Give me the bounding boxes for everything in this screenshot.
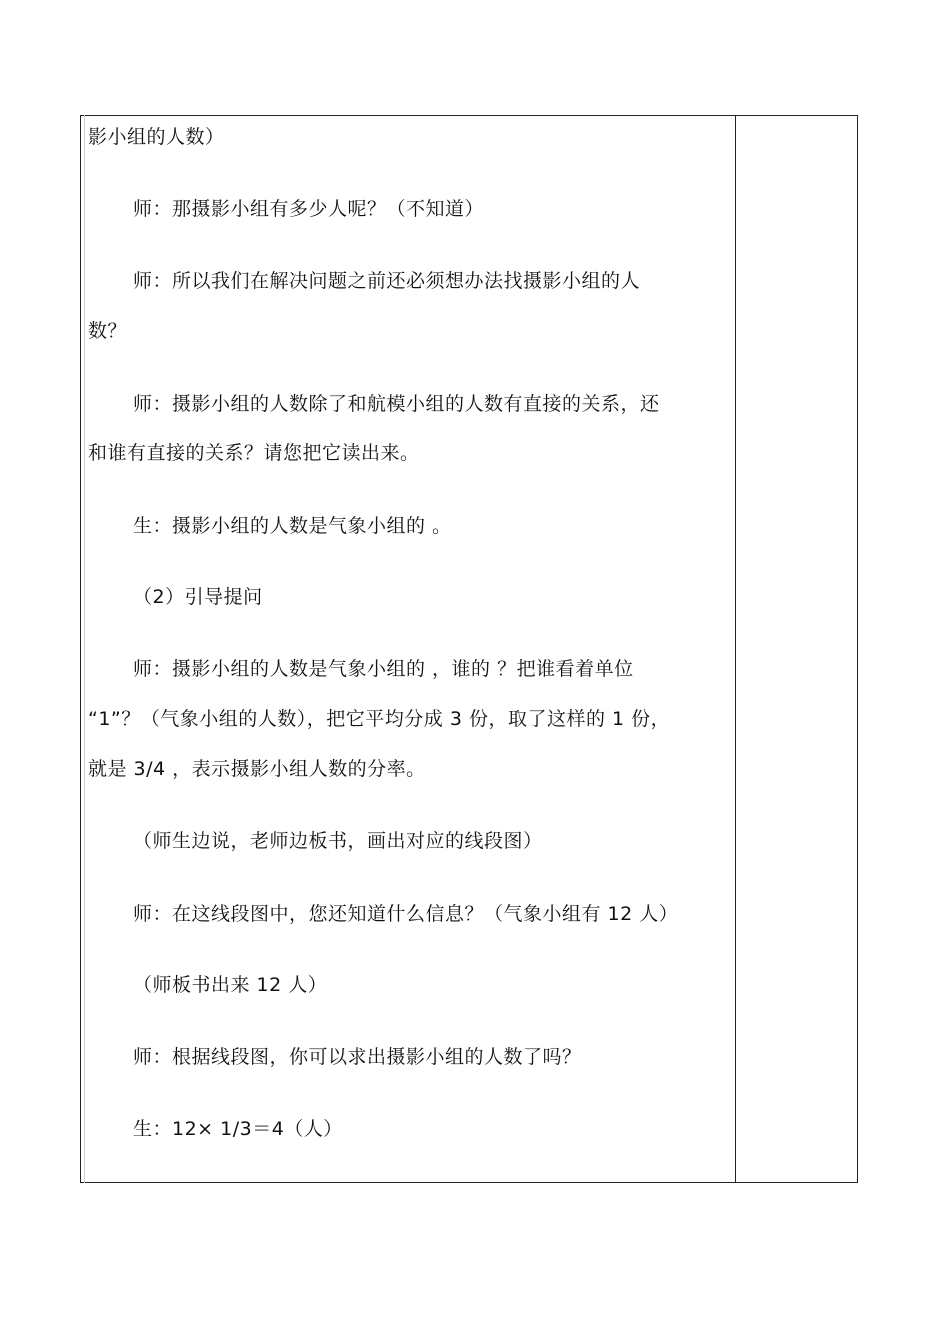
text-line: 师：摄影小组的人数除了和航模小组的人数有直接的关系，还 <box>133 393 660 415</box>
text-line: 数？ <box>88 320 128 342</box>
text-line: 师：摄影小组的人数是气象小组的 ，谁的 ？把谁看着单位 <box>133 658 634 680</box>
text-line: 师：那摄影小组有多少人呢？（不知道） <box>133 198 485 220</box>
text-line: （师生边说，老师边板书，画出对应的线段图） <box>133 830 543 852</box>
text-line: 就是 3/4 ，表示摄影小组人数的分率。 <box>88 758 426 780</box>
notes-cell <box>736 115 857 1183</box>
text-line: （师板书出来 12 人） <box>133 974 328 996</box>
text-line: （2）引导提问 <box>133 586 263 608</box>
text-line: 师：在这线段图中，您还知道什么信息？（气象小组有 12 人） <box>133 903 679 925</box>
text-line: 师：所以我们在解决问题之前还必须想办法找摄影小组的人 <box>133 270 641 292</box>
text-line: 和谁有直接的关系？请您把它读出来。 <box>88 442 420 464</box>
lesson-content-cell <box>80 115 735 1183</box>
text-line: 师：根据线段图，你可以求出摄影小组的人数了吗？ <box>133 1046 582 1068</box>
text-line: “1”？（气象小组的人数），把它平均分成 3 份，取了这样的 1 份， <box>88 708 671 730</box>
text-line: 影小组的人数） <box>88 126 225 148</box>
text-line: 生：12× 1/3＝4（人） <box>133 1118 343 1140</box>
text-line: 生：摄影小组的人数是气象小组的 。 <box>133 515 452 537</box>
